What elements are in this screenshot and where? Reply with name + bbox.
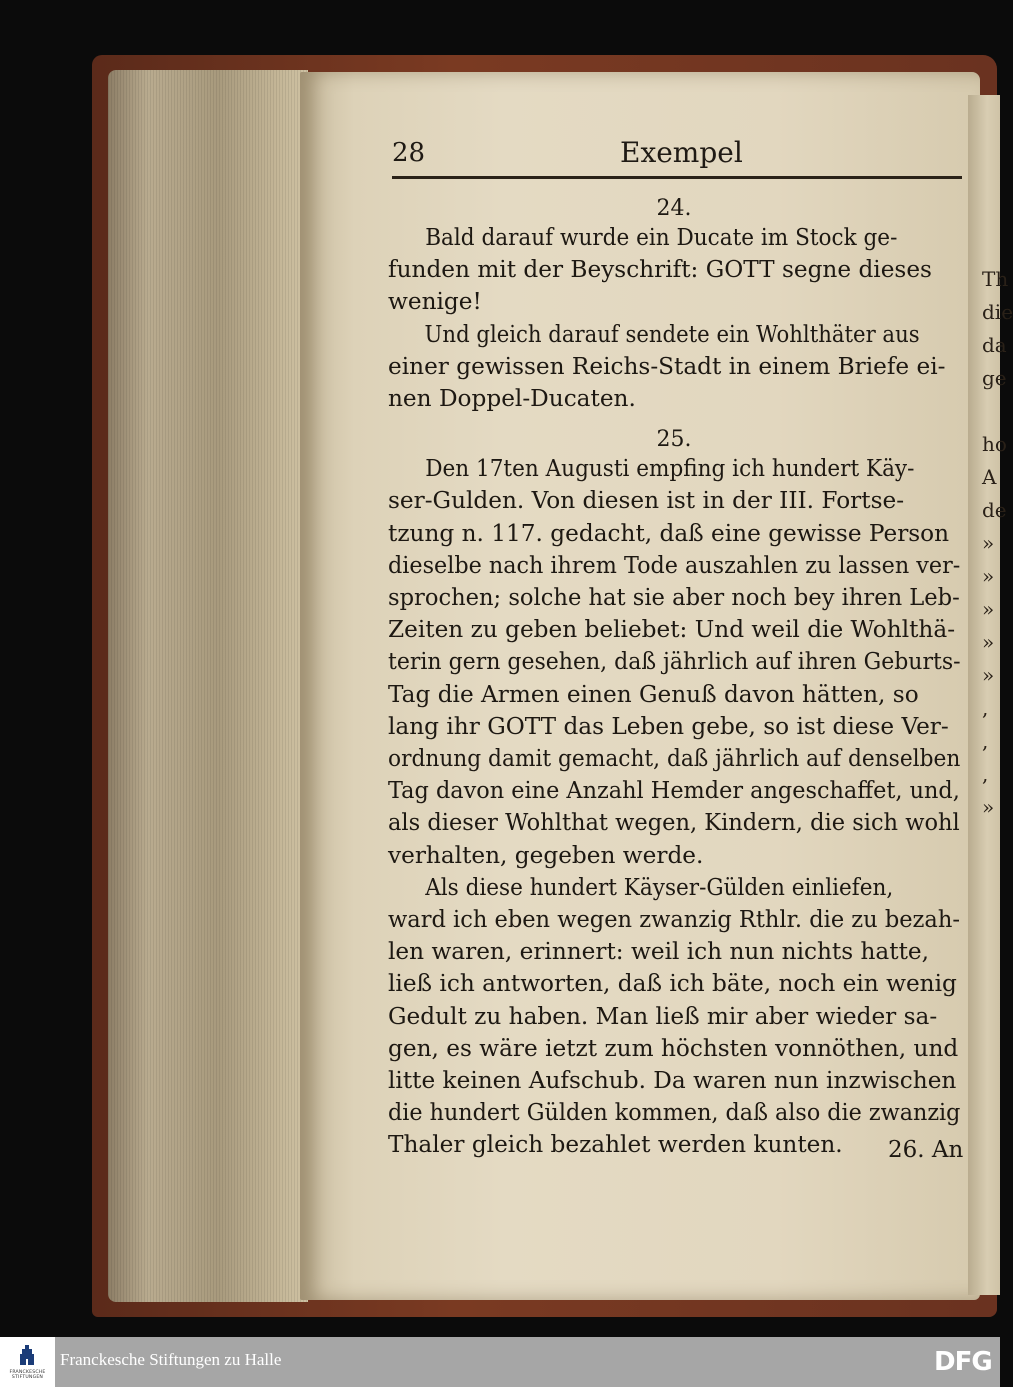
text-line: Und gleich darauf sendete ein Wohlthäter aus	[424, 320, 920, 348]
text-line: ward ich eben wegen zwanzig Rthlr. die zu bezah-	[388, 906, 960, 934]
facing-page-fragment: »	[982, 564, 995, 588]
paragraph	[388, 872, 960, 1162]
section-number: 25.	[656, 427, 692, 453]
text-line: dieselbe nach ihrem Tode auszahlen zu lassen ver-	[388, 551, 961, 579]
facing-page-fragment: die	[982, 300, 1013, 324]
text-line: litte keinen Aufschub. Da waren nun inzwischen	[388, 1067, 957, 1095]
page-header	[392, 134, 960, 174]
facing-page-fragment: Th	[982, 267, 1009, 291]
text-line: tzung n. 117. gedacht, daß eine gewisse Person	[388, 519, 950, 547]
facing-page-fragment: ,	[982, 696, 989, 720]
text-line: ordnung damit gemacht, daß jährlich auf denselben	[388, 745, 961, 773]
text-line: Zeiten zu geben beliebet: Und weil die Wohlthä-	[388, 616, 956, 644]
text-line: Tag die Armen einen Genuß davon hätten, so	[388, 680, 919, 708]
facing-page-fragment: »	[982, 795, 995, 819]
text-line: sprochen; solche hat sie aber noch bey ihren Leb-	[388, 584, 960, 612]
paragraph	[388, 453, 960, 872]
text-line: len waren, erinnert: weil ich nun nichts hatte,	[388, 938, 929, 966]
text-line: terin gern gesehen, daß jährlich auf ihren Geburts-	[388, 648, 961, 676]
facing-page-fragment: da	[982, 333, 1007, 357]
facing-page-fragment: »	[982, 663, 995, 687]
text-line: funden mit der Beyschrift: GOTT segne dieses	[388, 256, 932, 284]
text-line: Tag davon eine Anzahl Hemder angeschaffet, und,	[388, 777, 960, 805]
text-line: Als diese hundert Käyser-Gülden einliefen,	[425, 873, 894, 901]
facing-page-fragment: »	[982, 630, 995, 654]
facing-page-fragment: ho	[982, 432, 1007, 456]
facing-page-fragment	[982, 395, 1000, 428]
facing-page-fragment: »	[982, 597, 995, 621]
text-line: Bald darauf wurde ein Ducate im Stock ge-	[425, 224, 898, 251]
institution-logo[interactable]	[0, 1337, 55, 1387]
building-icon	[19, 1345, 35, 1365]
dfg-logo[interactable]: DFG	[934, 1347, 992, 1377]
text-line: ließ ich antworten, daß ich bäte, noch ein wenig	[388, 970, 957, 998]
facing-page-fragment: ,	[982, 762, 989, 786]
facing-page-fragment: ge	[982, 366, 1007, 390]
text-line: die hundert Gülden kommen, daß also die zwanzig	[388, 1099, 961, 1127]
text-line: Den 17ten Augusti empfing ich hundert Käy-	[425, 455, 915, 483]
running-title: Exempel	[620, 136, 743, 169]
facing-page-edge	[968, 95, 1013, 1295]
paragraph	[388, 319, 960, 416]
text-line: Gedult zu haben. Man ließ mir aber wieder sa-	[388, 1002, 938, 1030]
text-line: als dieser Wohlthat wegen, Kindern, die sich wohl	[388, 809, 960, 837]
facing-page-fragment: A	[982, 465, 997, 489]
text-line: verhalten, gegeben werde.	[388, 841, 704, 869]
text-line: lang ihr GOTT das Leben gebe, so ist diese Ver-	[388, 712, 949, 740]
text-line: wenige!	[388, 288, 482, 316]
text-line: ser-Gulden. Von diesen ist in der III. Fortse-	[388, 487, 905, 515]
logo-text: FRANCKESCHE STIFTUNGEN	[9, 1370, 46, 1380]
page-number: 28	[392, 138, 426, 168]
institution-name[interactable]: Franckesche Stiftungen zu Halle	[60, 1350, 282, 1369]
facing-page-fragment: ,	[982, 729, 989, 753]
body-text	[388, 196, 960, 1162]
text-line: Thaler gleich bezahlet werden kunten.	[388, 1131, 843, 1159]
header-rule	[392, 176, 962, 179]
footer-bar	[0, 1337, 1000, 1387]
catchword: 26. An	[888, 1137, 964, 1163]
text-line: gen, es wäre ietzt zum höchsten vonnöthen, und	[388, 1034, 959, 1062]
section-number: 24.	[656, 196, 692, 221]
book-fore-edge	[108, 70, 308, 1302]
facing-page-fragment: »	[982, 531, 995, 555]
text-line: einer gewissen Reichs-Stadt in einem Briefe ei-	[388, 352, 946, 380]
paragraph	[388, 222, 960, 319]
facing-page-fragment: de	[982, 498, 1007, 522]
text-line: nen Doppel-Ducaten.	[388, 385, 636, 413]
